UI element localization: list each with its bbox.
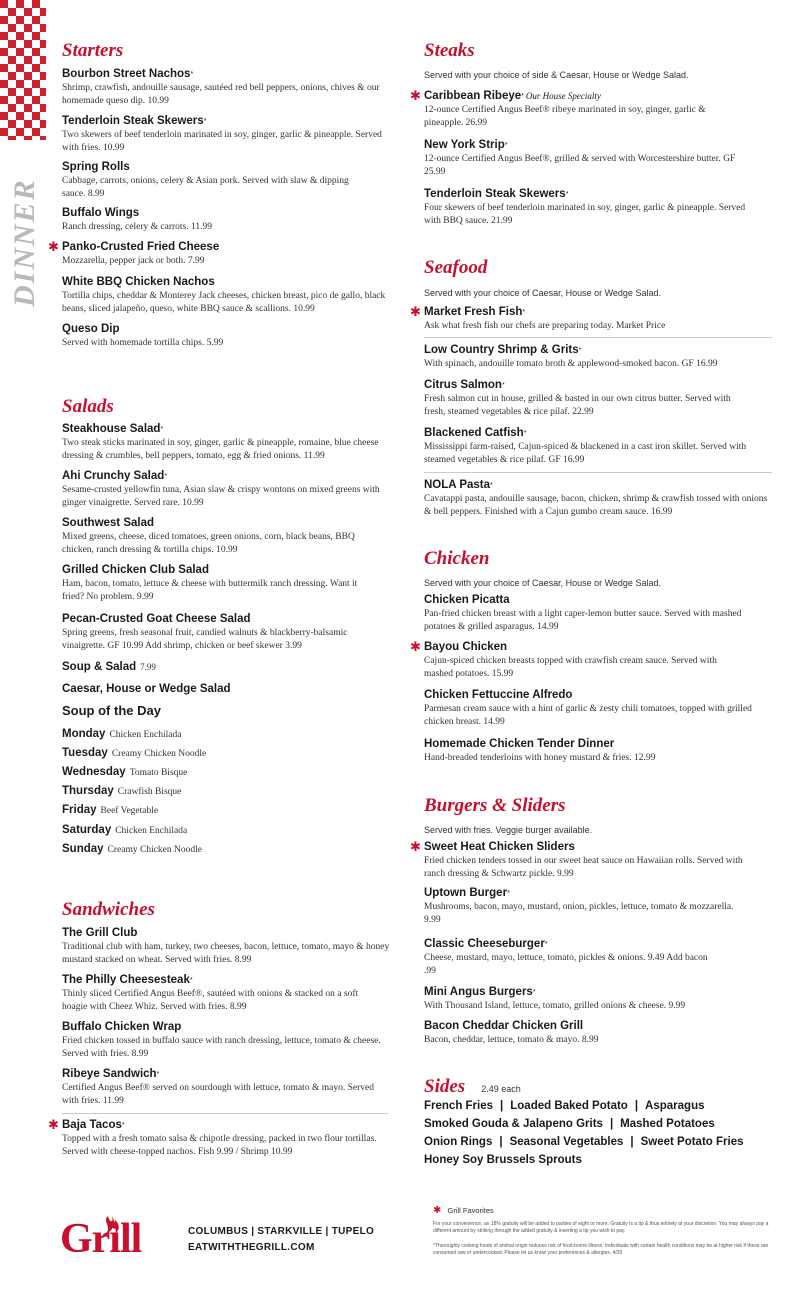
item-name: New York Strip: [424, 139, 505, 151]
item-description: Parmesan cream sauce with a hint of garlic & zesty chili tomatoes, topped with grilled chicken breast. 14.99: [424, 704, 752, 727]
item-description: Four skewers of beef tenderloin marinated in soy, ginger, garlic & pineapple. Served with BBQ sauce. 21.99: [424, 203, 746, 226]
favorite-star-icon: ✱: [410, 305, 421, 320]
favorite-star-icon: ✱: [410, 89, 421, 104]
item-name: Bourbon Street Nachos: [62, 68, 191, 80]
menu-item-new-york-strip: New York Strip* 12-ounce Certified Angus Beef®, grilled & served with Worcestershire butter. GF 25.99: [424, 138, 744, 178]
menu-item-spring-rolls: [62, 160, 362, 200]
left-column: [48, 0, 392, 1200]
seafood-title: Seafood: [424, 257, 488, 278]
item-description: Topped with a fresh tomato salsa & chipotle dressing, packed in two flour tortillas. Served with cheese-topped nachos. Fish 9.99 / Shrimp 10.99: [62, 1134, 377, 1157]
sides-header: [424, 1076, 764, 1098]
item-name: Ribeye Sandwich: [62, 1068, 157, 1080]
grill-logo: [60, 1208, 160, 1266]
menu-item-buffalo-wings: [62, 206, 382, 234]
item-name: Pecan-Crusted Goat Cheese Salad: [62, 613, 251, 625]
right-column: [410, 0, 776, 1200]
item-description: Mississippi farm-raised, Cajun-spiced & blackened in a cast iron skillet. Served with steamed vegetables & rice pilaf. GF 16.99: [424, 442, 747, 465]
menu-item-mini-angus-burgers: Mini Angus Burgers* With Thousand Island, lettuce, tomato, grilled onions & cheese. 9.99: [424, 985, 764, 1013]
item-description: Cabbage, carrots, onions, celery & Asian pork. Served with slaw & dipping sauce. 8.99: [62, 176, 349, 199]
item-name: The Philly Cheesesteak: [62, 974, 190, 986]
health-note: *Thoroughly cooking foods of animal origin reduces risk of food-borne illness. Individuals with certain health conditions may be at higher risk if these are consumed raw or undercooked. Please let us know your preferences & allergies. 4/20: [433, 1243, 769, 1256]
locations: COLUMBUS | STARKVILLE | TUPELO: [188, 1226, 375, 1237]
soup-row-sunday: Sunday Creamy Chicken Noodle: [62, 843, 202, 855]
item-description: Fried chicken tenders tossed in our sweet heat sauce on Hawaiian rolls. Served with ranch dressing & Schwartz pickle. 9.99: [424, 856, 743, 879]
favorite-star-icon: ✱: [48, 1118, 59, 1133]
soup-row-tuesday: Tuesday Creamy Chicken Noodle: [62, 747, 207, 759]
burgers-subtitle: Served with fries. Veggie burger available.: [424, 825, 593, 835]
menu-item-caesar-house-wedge: [62, 682, 382, 697]
item-name: Citrus Salmon: [424, 379, 502, 391]
item-description: Fresh salmon cut in house, grilled & basted in our own citrus butter. Served with fresh, steamed vegetables & rice pilaf. 22.99: [424, 394, 731, 417]
item-name: Tenderloin Steak Skewers: [62, 115, 204, 127]
item-description: Ham, bacon, tomato, lettuce & cheese with buttermilk ranch dressing. Want it fried? No problem. 9.99: [62, 579, 358, 602]
steaks-subtitle: Served with your choice of side & Caesar, House or Wedge Salad.: [424, 70, 689, 80]
item-description: Sesame-crusted yellowfin tuna, Asian slaw & crispy wontons on mixed greens with ginger vinaigrette. Served rare. 10.99: [62, 485, 380, 508]
item-name: Bacon Cheddar Chicken Grill: [424, 1020, 584, 1032]
menu-item-soup-and-salad: [62, 660, 382, 675]
item-description: Thinly sliced Certified Angus Beef®, sautéed with onions & stacked on a soft hoagie with Cheez Whiz. Served with fries. 8.99: [62, 989, 359, 1012]
sandwiches-title: Sandwiches: [62, 899, 155, 920]
favorite-star-icon: ✱: [433, 1205, 442, 1216]
menu-item-uptown-burger: Uptown Burger* Mushrooms, bacon, mayo, mustard, onion, pickles, lettuce, tomato & mozzarella. 9.99: [424, 887, 734, 925]
menu-item-caribbean-ribeye: ✱ Caribbean Ribeye* Our House Specialty 12-ounce Certified Angus Beef® ribeye marinated in soy, ginger, garlic & pineapple. 26.99: [424, 89, 744, 129]
item-name: Soup & Salad: [62, 661, 137, 673]
item-name: Buffalo Wings: [62, 207, 140, 219]
favorite-star-icon: ✱: [410, 640, 421, 655]
item-name: Steakhouse Salad: [62, 423, 161, 435]
item-name: Mini Angus Burgers: [424, 986, 533, 998]
item-name: Ahi Crunchy Salad: [62, 470, 165, 482]
sides-line-4: Honey Soy Brussels Sprouts: [424, 1154, 582, 1166]
item-name: Caesar, House or Wedge Salad: [62, 683, 231, 695]
soup-row-wednesday: Wednesday Tomato Bisque: [62, 766, 188, 778]
item-name: Caribbean Ribeye: [424, 90, 522, 102]
menu-item-grill-club: [62, 926, 392, 966]
item-description: Bacon, cheddar, lettuce, tomato & mayo. 8.99: [424, 1035, 599, 1045]
favorite-star-icon: ✱: [48, 240, 59, 255]
menu-item-ahi-crunchy-salad: Ahi Crunchy Salad* Sesame-crusted yellowfin tuna, Asian slaw & crispy wontons on mixed greens with ginger vinaigrette. Served rare. 10.99: [62, 469, 392, 509]
dinner-side-label: DINNER: [8, 178, 41, 308]
chicken-subtitle: Served with your choice of Caesar, House or Wedge Salad.: [424, 578, 661, 588]
seafood-subtitle: Served with your choice of Caesar, House or Wedge Salad.: [424, 288, 661, 298]
menu-item-southwest-salad: [62, 516, 377, 556]
item-name: Low Country Shrimp & Grits: [424, 344, 579, 356]
item-description: Ranch dressing, celery & carrots. 11.99: [62, 222, 213, 232]
divider: [424, 337, 772, 338]
menu-item-sweet-heat-sliders: [410, 840, 744, 880]
item-name: Tenderloin Steak Skewers: [424, 188, 566, 200]
menu-item-bayou-chicken: [410, 640, 744, 680]
item-description: Cavatappi pasta, andouille sausage, bacon, chicken, shrimp & crawfish tossed with onions & bell peppers. Finished with a Cajun gumbo cream sauce. 16.99: [424, 494, 768, 517]
menu-item-citrus-salmon: Citrus Salmon* Fresh salmon cut in house, grilled & basted in our own citrus butter. Served with fresh, steamed vegetables & rice pilaf. 22.99: [424, 378, 754, 418]
sides-line-1: French Fries | Loaded Baked Potato | Asparagus: [424, 1100, 705, 1112]
item-name: Market Fresh Fish: [424, 306, 523, 318]
grill-favorites-legend: ✱ Grill Favorites: [433, 1205, 494, 1216]
item-description: Shrimp, crawfish, andouille sausage, sautéed red bell peppers, onions, chives & our homemade queso dip. 10.99: [62, 83, 380, 106]
burgers-title: Burgers & Sliders: [424, 795, 566, 816]
sides-line-3: Onion Rings | Seasonal Vegetables | Sweet Potato Fries: [424, 1136, 744, 1148]
item-description: Ask what fresh fish our chefs are preparing today. Market Price: [424, 321, 666, 331]
menu-item-tenderloin-steak-skewers: Tenderloin Steak Skewers* Four skewers of beef tenderloin marinated in soy, ginger, garlic & pineapple. Served with BBQ sauce. 21.99: [424, 187, 764, 227]
item-name: White BBQ Chicken Nachos: [62, 276, 215, 288]
item-name: Baja Tacos: [62, 1119, 122, 1131]
divider: [62, 1113, 388, 1114]
item-name: Spring Rolls: [62, 161, 130, 173]
item-description: With spinach, andouille tomato broth & applewood-smoked bacon. GF 16.99: [424, 359, 718, 369]
menu-item-market-fresh-fish: ✱ Market Fresh Fish* Ask what fresh fish our chefs are preparing today. Market Price: [424, 305, 754, 333]
chicken-title: Chicken: [424, 548, 490, 569]
item-name: Chicken Fettuccine Alfredo: [424, 689, 573, 701]
item-description: Two steak sticks marinated in soy, ginger, garlic & pineapple, romaine, blue cheese dressing & crumbles, bell peppers, tomato, egg & fried onions. 11.99: [62, 438, 379, 461]
item-description: Cheese, mustard, mayo, lettuce, tomato, pickles & onions. 9.49 Add bacon .99: [424, 953, 708, 976]
soup-row-saturday: Saturday Chicken Enchilada: [62, 824, 188, 836]
item-description: Spring greens, fresh seasonal fruit, candied walnuts & blackberry-balsamic vinaigrette. GF 10.99 Add shrimp, chicken or beef skewer 3.99: [62, 628, 348, 651]
menu-item-steakhouse-salad: Steakhouse Salad* Two steak sticks marinated in soy, ginger, garlic & pineapple, romaine, blue cheese dressing & crumbles, bell peppers, tomato, egg & fried onions. 11.99: [62, 422, 392, 462]
menu-item-nola-pasta: NOLA Pasta* Cavatappi pasta, andouille sausage, bacon, chicken, shrimp & crawfish tossed with onions & bell peppers. Finished with a Cajun gumbo cream sauce. 16.99: [424, 478, 776, 518]
menu-item-queso-dip: [62, 322, 382, 350]
soup-of-the-day-title: Soup of the Day: [62, 703, 161, 718]
menu-item-philly-cheesesteak: The Philly Cheesesteak* Thinly sliced Certified Angus Beef®, sautéed with onions & stacked on a soft hoagie with Cheez Whiz. Served with fries. 8.99: [62, 973, 382, 1013]
item-name: Buffalo Chicken Wrap: [62, 1021, 182, 1033]
item-name: Homemade Chicken Tender Dinner: [424, 738, 615, 750]
item-description: Mozzarella, pepper jack or both. 7.99: [62, 256, 205, 266]
steaks-title: Steaks: [424, 40, 475, 61]
salads-title: Salads: [62, 396, 114, 417]
menu-item-fettuccine-alfredo: [424, 688, 754, 728]
menu-item-bacon-cheddar-chicken: [424, 1019, 744, 1047]
decorative-pattern: [0, 0, 46, 140]
soup-row-thursday: Thursday Crawfish Bisque: [62, 785, 182, 797]
starters-title: Starters: [62, 40, 124, 61]
item-description: Mixed greens, cheese, diced tomatoes, green onions, corn, black beans, BBQ chicken, ranch dressing & tortilla chips. 10.99: [62, 532, 355, 555]
item-description: Fried chicken tossed in buffalo sauce with ranch dressing, lettuce, tomato & cheese. Served with fries. 8.99: [62, 1036, 381, 1059]
item-name: Blackened Catfish: [424, 427, 524, 439]
item-description: Cajun-spiced chicken breasts topped with crawfish cream sauce. Served with mashed potatoes. 15.99: [424, 656, 717, 679]
gratuity-note: For your convenience, an 18% gratuity will be added to parties of eight or more. Gratuity is a tip & thus entirely at your discretion. You may always pay a different amount by striking through the added gratuity & inserting a tip you wish to pay.: [433, 1221, 769, 1234]
sides-line-2: Smoked Gouda & Jalapeno Grits | Mashed Potatoes: [424, 1118, 715, 1130]
menu-item-buffalo-chicken-wrap: [62, 1020, 382, 1060]
sides-price: 2.49 each: [481, 1084, 521, 1094]
item-description: Hand-breaded tenderloins with honey mustard & fries. 12.99: [424, 753, 656, 763]
menu-item-chicken-tender-dinner: [424, 737, 754, 765]
menu-item-fried-cheese: [48, 240, 382, 268]
menu-item-classic-cheeseburger: Classic Cheeseburger* Cheese, mustard, mayo, lettuce, tomato, pickles & onions. 9.49 Add bacon .99: [424, 937, 714, 977]
item-description: With Thousand Island, lettuce, tomato, grilled onions & cheese. 9.99: [424, 1001, 686, 1011]
item-name: Southwest Salad: [62, 517, 155, 529]
item-name: Chicken Picatta: [424, 594, 510, 606]
item-description: Traditional club with ham, turkey, two cheeses, bacon, lettuce, tomato, mayo & honey mustard stacked on wheat. Served with fries. 8.99: [62, 942, 390, 965]
item-name: Uptown Burger: [424, 887, 508, 899]
menu-item-blackened-catfish: Blackened Catfish* Mississippi farm-raised, Cajun-spiced & blackened in a cast iron skillet. Served with steamed vegetables & rice pilaf. GF 16.99: [424, 426, 764, 466]
menu-item-pecan-goat-cheese-salad: [62, 612, 392, 652]
menu-item-baja-tacos: ✱ Baja Tacos* Topped with a fresh tomato salsa & chipotle dressing, packed in two flour tortillas. Served with cheese-topped nachos. Fish 9.99 / Shrimp 10.99: [62, 1118, 382, 1158]
item-description: Certified Angus Beef® served on sourdough with lettuce, tomato & mayo. Served with fries. 11.99: [62, 1083, 374, 1106]
menu-item-chicken-picatta: [424, 593, 744, 633]
item-name: Queso Dip: [62, 323, 120, 335]
menu-item-white-bbq-nachos: [62, 275, 397, 315]
item-description: 12-ounce Certified Angus Beef®, grilled & served with Worcestershire butter. GF 25.99: [424, 154, 736, 177]
item-price: 7.99: [140, 662, 156, 672]
item-description: 12-ounce Certified Angus Beef® ribeye marinated in soy, ginger, garlic & pineapple. 26.99: [424, 105, 706, 128]
item-name: Grilled Chicken Club Salad: [62, 564, 209, 576]
menu-item-shrimp-and-grits: Low Country Shrimp & Grits* With spinach, andouille tomato broth & applewood-smoked bacon. GF 16.99: [424, 343, 774, 371]
item-description: Served with homemade tortilla chips. 5.99: [62, 338, 224, 348]
logo-text: Grill: [60, 1216, 142, 1262]
house-specialty-label: Our House Specialty: [525, 91, 601, 101]
item-description: Pan-fried chicken breast with a light caper-lemon butter sauce. Served with mashed potatoes & grilled asparagus. 14.99: [424, 609, 742, 632]
website-link[interactable]: EATWITHTHEGRILL.COM: [188, 1242, 315, 1253]
menu-item-grilled-chicken-club-salad: [62, 563, 377, 603]
item-name: NOLA Pasta: [424, 479, 491, 491]
item-name: Panko-Crusted Fried Cheese: [62, 241, 220, 253]
menu-item-ribeye-sandwich: Ribeye Sandwich* Certified Angus Beef® served on sourdough with lettuce, tomato & mayo. Served with fries. 11.99: [62, 1067, 382, 1107]
menu-item-tenderloin-skewers: Tenderloin Steak Skewers* Two skewers of beef tenderloin marinated in soy, ginger, garlic & pineapple. Served with fries. 10.99: [62, 114, 392, 154]
divider: [424, 472, 772, 473]
item-name: The Grill Club: [62, 927, 138, 939]
soup-row-monday: Monday Chicken Enchilada: [62, 728, 182, 740]
menu-item-bourbon-street-nachos: Bourbon Street Nachos* Shrimp, crawfish, andouille sausage, sautéed red bell peppers, onions, chives & our homemade queso dip. 10.99: [62, 67, 382, 107]
item-description: Mushrooms, bacon, mayo, mustard, onion, pickles, lettuce, tomato & mozzarella. 9.99: [424, 902, 734, 925]
sides-title: Sides: [424, 1076, 466, 1097]
item-name: Sweet Heat Chicken Sliders: [424, 841, 575, 853]
favorite-star-icon: ✱: [410, 840, 421, 855]
item-description: Tortilla chips, cheddar & Monterey Jack cheeses, chicken breast, pico de gallo, black beans, sliced jalapeño, queso, white BBQ sauce & scallions. 10.99: [62, 291, 386, 314]
item-description: Two skewers of beef tenderloin marinated in soy, ginger, garlic & pineapple. Served with fries. 10.99: [62, 130, 382, 153]
item-name: Classic Cheeseburger: [424, 938, 545, 950]
item-name: Bayou Chicken: [424, 641, 508, 653]
soup-row-friday: Friday Beef Vegetable: [62, 804, 159, 816]
